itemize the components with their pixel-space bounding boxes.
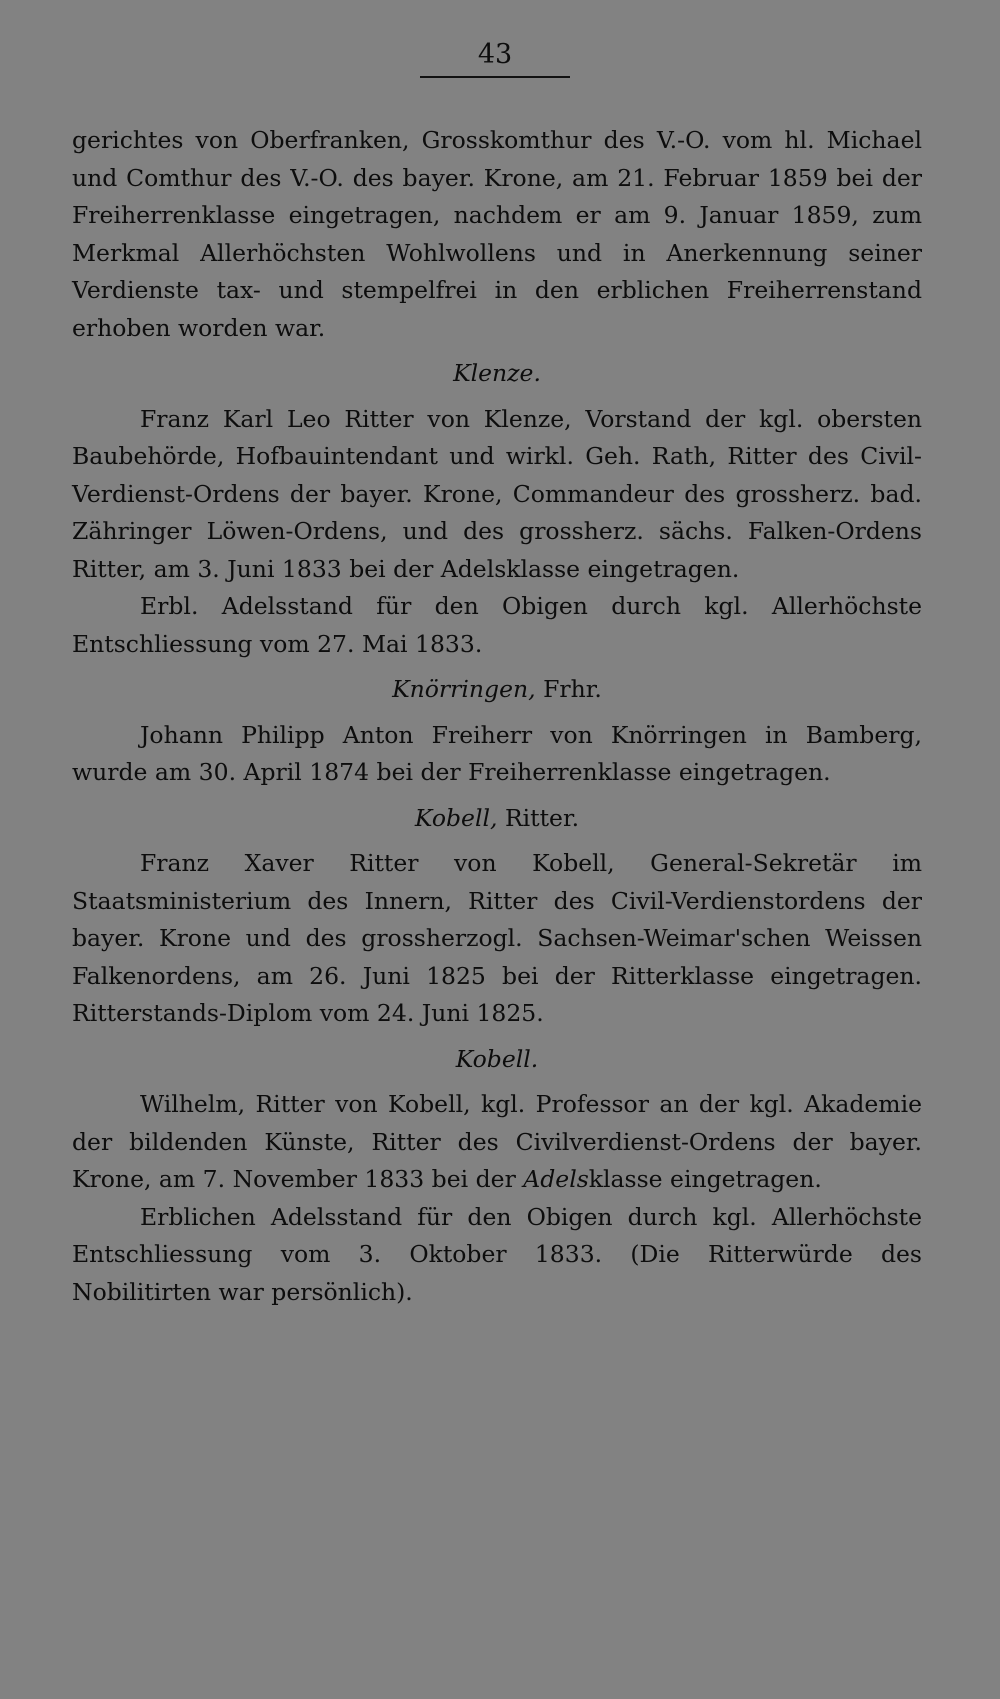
entry-heading-kobell-ritter xyxy=(72,800,922,838)
entry-name: Kobell. xyxy=(455,1044,539,1073)
page-number-rule xyxy=(420,76,570,78)
entry-paragraph: Franz Karl Leo Ritter von Klenze, Vorstand der kgl. obersten Baubehörde, Hofbauintendant und wirkl. Geh. Rath, Ritter des Civil-Verdienst-Ordens der bayer. Krone, Commandeur des grossherz. bad. Zähringer Löwen-Ordens, und des grossherz. sächs. Falken-Ordens Ritter, am 3. Juni 1833 bei der Adelsklasse eingetragen. xyxy=(72,404,922,583)
entry-paragraph: Erbl. Adelsstand für den Obigen durch kgl. Allerhöchste Entschliessung vom 27. Mai 1833. xyxy=(72,592,922,658)
entry-name: Kobell, xyxy=(414,803,498,832)
page-number: 43 xyxy=(477,39,513,70)
intro-paragraph: gerichtes von Oberfranken, Grosskomthur des V.-O. vom hl. Michael und Comthur des V.-O. des bayer. Krone, am 21. Februar 1859 bei der Freiherrenklasse eingetragen, nachdem er am 9. Januar 1859, zum Merkmal Allerhöchsten Wohlwollens und in Anerkennung seiner Verdienste tax- und stempelfrei in den erblichen Freiherrenstand erhoben worden war. xyxy=(72,126,922,342)
text-run: klasse eingetragen. xyxy=(588,1165,822,1193)
entry-title: Frhr. xyxy=(543,675,602,703)
entry-name: Knörringen, xyxy=(392,675,536,703)
entry-title: Ritter. xyxy=(504,803,580,832)
entry-heading-kobell xyxy=(72,1041,922,1079)
entry-heading-knoerringen xyxy=(72,671,922,709)
emphasized-text: Adels xyxy=(523,1165,589,1193)
page-text xyxy=(72,122,922,1311)
entry-heading-klenze xyxy=(72,355,922,393)
entry-paragraph: Johann Philipp Anton Freiherr von Knörringen in Bamberg, wurde am 30. April 1874 bei der Freiherrenklasse eingetragen. xyxy=(72,720,922,786)
entry-paragraph-wilhelm xyxy=(72,1086,922,1199)
entry-paragraph: Franz Xaver Ritter von Kobell, General-Sekretär im Staatsministerium des Innern, Ritter des Civil-Verdienstordens der bayer. Krone und des grossherzogl. Sachsen-Weimar'schen Weissen Falkenordens, am 26. Juni 1825 bei der Ritterklasse eingetragen. Ritterstands-Diplom vom 24. Juni 1825. xyxy=(72,849,922,1027)
entry-paragraph: Erblichen Adelsstand für den Obigen durch kgl. Allerhöchste Entschliessung vom 3. Oktober 1833. (Die Ritterwürde des Nobilitirten war persönlich). xyxy=(72,1202,922,1306)
text-run: Wilhelm, Ritter von Kobell, kgl. Professor an der kgl. Akademie der bildenden Künste, Ritter des Civilverdienst-Ordens der bayer. Krone, am 7. November 1833 bei der xyxy=(72,1090,922,1193)
entry-name: Klenze. xyxy=(453,359,541,387)
